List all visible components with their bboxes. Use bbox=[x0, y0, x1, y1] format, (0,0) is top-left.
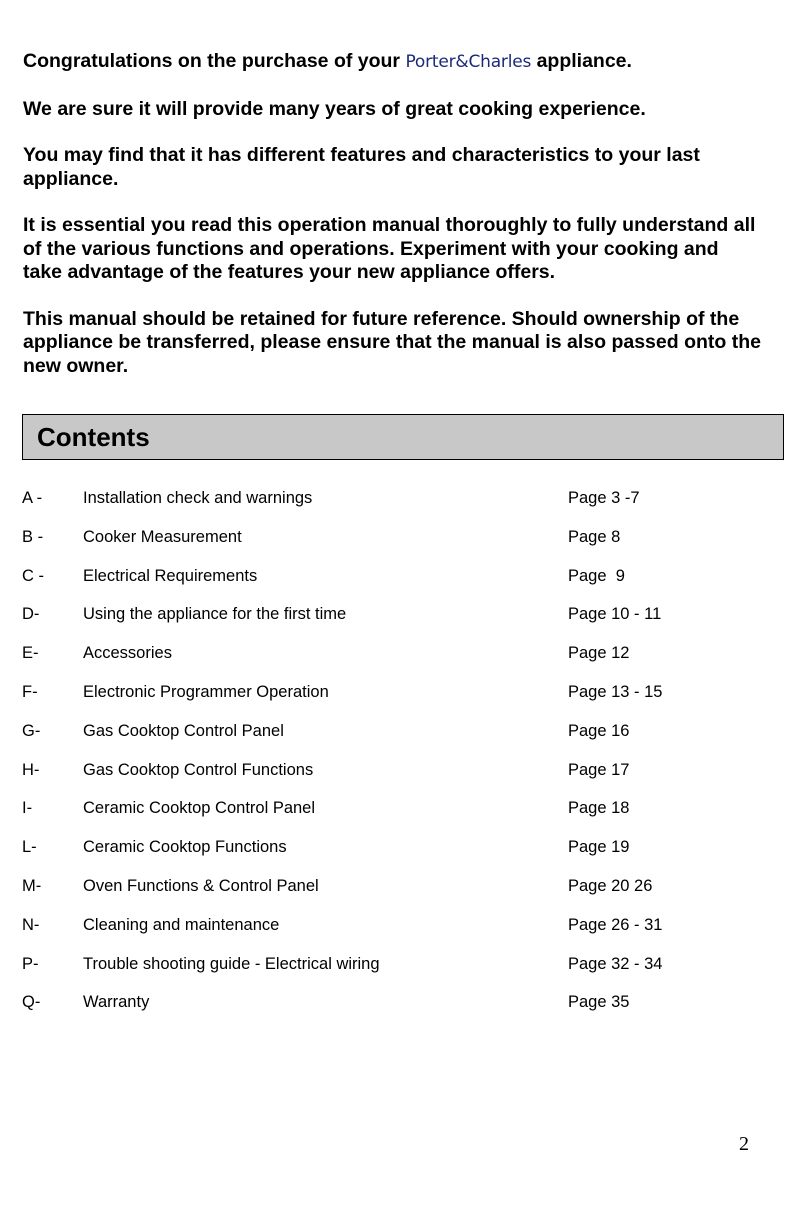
toc-letter: A - bbox=[22, 489, 43, 507]
page-number: 2 bbox=[739, 1133, 749, 1155]
brand-logo-text: Porter&Charles bbox=[405, 52, 532, 72]
toc-row bbox=[22, 835, 722, 874]
toc-row bbox=[22, 874, 722, 913]
intro-paragraph-3: You may find that it has different features and characteristics to your last appliance. bbox=[23, 144, 700, 190]
toc-page: Page 26 - 31 bbox=[568, 915, 663, 934]
toc-page: Page 18 bbox=[568, 799, 630, 818]
intro-congratulations bbox=[23, 50, 763, 75]
toc-row bbox=[22, 719, 722, 758]
table-of-contents bbox=[22, 486, 722, 1029]
toc-row bbox=[22, 486, 722, 525]
contents-heading: Contents bbox=[37, 422, 150, 452]
toc-letter: F- bbox=[22, 682, 38, 701]
toc-row bbox=[22, 525, 722, 564]
toc-row bbox=[22, 913, 722, 952]
toc-row bbox=[22, 758, 722, 797]
toc-row bbox=[22, 990, 722, 1029]
toc-title: Warranty bbox=[83, 993, 150, 1012]
toc-title: Trouble shooting guide - Electrical wiring bbox=[83, 954, 380, 973]
toc-title: Electronic Programmer Operation bbox=[83, 682, 329, 701]
toc-title: Oven Functions & Control Panel bbox=[83, 876, 319, 895]
contents-heading-box bbox=[22, 414, 784, 460]
toc-letter: H- bbox=[22, 760, 40, 779]
toc-page: Page 12 bbox=[568, 644, 630, 663]
toc-title: Accessories bbox=[83, 644, 172, 663]
toc-page: Page 17 bbox=[568, 760, 630, 779]
toc-title: Gas Cooktop Control Panel bbox=[83, 721, 284, 740]
toc-letter: P- bbox=[22, 954, 39, 973]
toc-row bbox=[22, 564, 722, 603]
toc-letter: M- bbox=[22, 876, 42, 895]
toc-title: Using the appliance for the first time bbox=[83, 605, 347, 624]
toc-page: Page 19 bbox=[568, 838, 630, 857]
intro-section bbox=[23, 50, 763, 401]
intro-congratulations-before: Congratulations on the purchase of your bbox=[23, 50, 406, 72]
toc-title: Cooker Measurement bbox=[83, 527, 242, 546]
toc-page: Page 35 bbox=[568, 993, 630, 1012]
toc-letter: G- bbox=[22, 721, 41, 740]
toc-page: Page 3 -7 bbox=[568, 489, 640, 507]
toc-row bbox=[22, 641, 722, 680]
toc-row bbox=[22, 602, 722, 641]
toc-page: Page 16 bbox=[568, 721, 630, 740]
intro-paragraph-2: We are sure it will provide many years of great cooking experience. bbox=[23, 97, 646, 120]
intro-paragraph-4: It is essential you read this operation manual thoroughly to fully understand all of the various functions and operations. Experiment with your cooking and take advantage of the features your new appliance offers. bbox=[23, 214, 756, 283]
toc-letter: B - bbox=[22, 527, 44, 546]
toc-letter: Q- bbox=[22, 993, 41, 1012]
toc-page: Page 9 bbox=[568, 566, 625, 585]
toc-title: Gas Cooktop Control Functions bbox=[83, 760, 314, 779]
toc-title: Ceramic Cooktop Functions bbox=[83, 838, 287, 857]
toc-row bbox=[22, 680, 722, 719]
intro-congratulations-after: appliance. bbox=[531, 50, 632, 72]
toc-letter: N- bbox=[22, 915, 40, 934]
toc-page: Page 20 26 bbox=[568, 876, 653, 895]
toc-title: Ceramic Cooktop Control Panel bbox=[83, 799, 316, 818]
toc-letter: D- bbox=[22, 605, 40, 624]
toc-page: Page 13 - 15 bbox=[568, 682, 663, 701]
toc-page: Page 32 - 34 bbox=[568, 954, 663, 973]
toc-row bbox=[22, 796, 722, 835]
toc-page: Page 8 bbox=[568, 527, 621, 546]
toc-letter: L- bbox=[22, 838, 37, 857]
toc-row bbox=[22, 952, 722, 991]
toc-letter: C - bbox=[22, 566, 44, 585]
toc-title: Cleaning and maintenance bbox=[83, 915, 280, 934]
toc-letter: I- bbox=[22, 799, 33, 818]
toc-page: Page 10 - 11 bbox=[568, 605, 662, 624]
intro-paragraph-5: This manual should be retained for future reference. Should ownership of the appliance be transferred, please ensure that the manual is also passed onto the new owner. bbox=[23, 307, 761, 377]
toc-title: Installation check and warnings bbox=[83, 489, 313, 507]
toc-letter: E- bbox=[22, 644, 39, 663]
toc-title: Electrical Requirements bbox=[83, 566, 258, 585]
